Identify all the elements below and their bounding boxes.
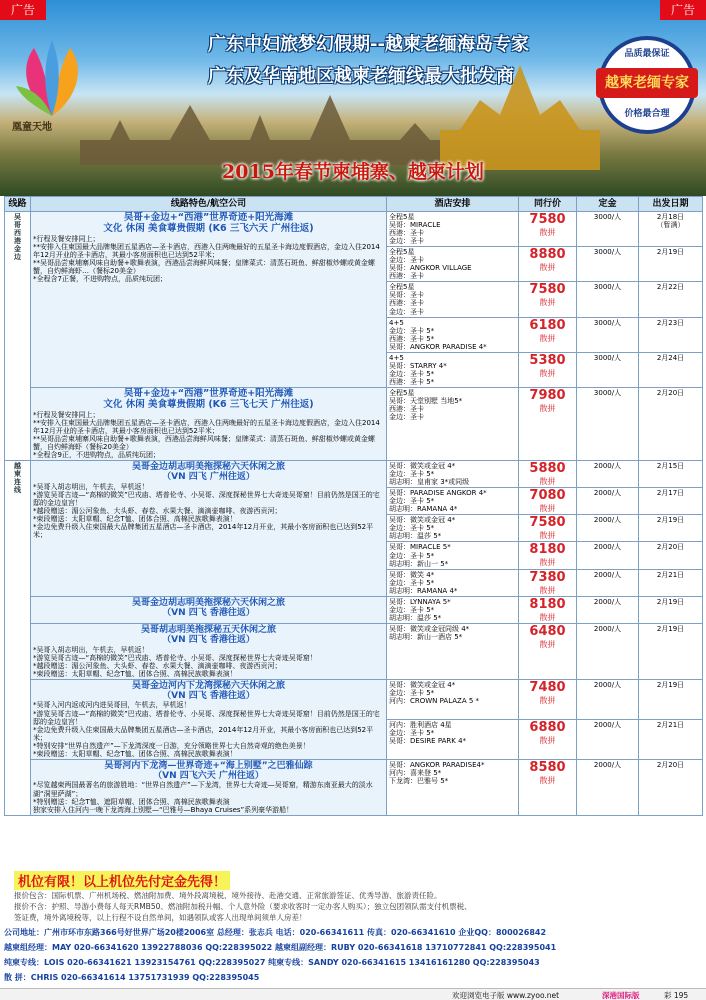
company-logo <box>14 36 90 124</box>
table-row <box>5 679 703 719</box>
company-address: 公司地址：广州市环市东路366号好世界广场20楼2006室 总经理：张志兵 电话：020-66341611 传真：020-66341610 企业QQ：800026842 <box>4 928 547 937</box>
route-description: *行程及餐安排同上； **安排入住柬国最大品牌集团五星酒店—圣卡酒店，西港入住两晚最好的五星圣卡海边度假酒店，金边入住2014年12月开业的圣卡酒店，其最小客房面积也已达到52平米； **吴哥品尝柬埔寨风味自助餐+歌舞表演，西港品尝海鲜风味餐；皇牌菜式：清蒸石斑鱼、鲜甜椒炒螺或黄金螺蟹，自灼鲜海虾…（餐标20美金） *全程含7正餐，不进购物点，品质纯玩团； <box>33 234 380 284</box>
hotel-cell: 吴哥：ANGKOR PARADISE4* 河内：喜来登 5* 下龙湾：巴雅号 5* <box>387 759 519 815</box>
price-cell <box>519 212 577 247</box>
price-cell <box>519 596 577 623</box>
price-value: 6180 <box>529 317 566 333</box>
seal-band-text: 越柬老缅专家 <box>596 68 698 98</box>
price-label: 散拼 <box>539 531 556 541</box>
hotel-cell: 吴哥：MIRACLE 5* 金边：圣卡 5* 胡志明：新山一 5* <box>387 542 519 569</box>
departure-date-cell: 2月21日 <box>639 569 703 596</box>
seal-bottom-text: 价格最合理 <box>624 109 670 119</box>
price-label: 散拼 <box>539 477 556 486</box>
route-feature-cell <box>31 679 387 759</box>
includes-line: 报价包含：国际机票、广州机场税、燃油附加费、境外段离境税、境外接待、赴港交通、正常旅游签证、优秀导游、旅游责任险。 <box>14 891 442 900</box>
col-header-deposit: 定金 <box>577 197 639 212</box>
deposit-cell: 3000/人 <box>577 352 639 387</box>
route-title: 吴哥胡志明美拖探秘五天休闲之旅 （VN 四飞 香港往返） <box>140 624 276 646</box>
route-feature-cell <box>31 212 387 388</box>
price-cell <box>519 247 577 282</box>
price-value: 8580 <box>529 759 566 775</box>
deposit-cell: 2000/人 <box>577 759 639 815</box>
route-title: 吴哥+金边+“西港”世界奇迹+阳光海滩 文化 休闲 美食尊贵假期 (K6 三飞六天 广州往返) <box>103 212 314 234</box>
price-label: 散拼 <box>539 298 556 308</box>
hotel-cell: 4+5 金边：圣卡 5* 西港：圣卡 5* 吴哥：ANGKOR PARADISE 4* <box>387 317 519 352</box>
price-value: 8180 <box>529 596 566 612</box>
hotel-cell: 吴哥：微笑 4* 金边：圣卡 5* 胡志明：RAMANA 4* <box>387 569 519 596</box>
deposit-cell: 3000/人 <box>577 387 639 460</box>
route-description: *尽览越柬两国最著名的旅游胜地：“世界自然遗产”—下龙湾，世界七大奇迹—吴哥窟，精游东南亚最大的淡水湖“洞里萨湖”； *特别赠送：纪念T恤、遮阳草帽、团体合照、高棉民族歌舞表演 独家安排入住河内一晚下龙湾海上别墅—“巴雅号—Bhaya Cruises”系列豪华游船！ <box>33 781 373 814</box>
price-cell <box>519 515 577 542</box>
departure-date-cell: 2月20日 <box>639 542 703 569</box>
col-header-line: 线路 <box>5 197 31 212</box>
departure-date-cell: 2月20日 <box>639 387 703 460</box>
route-group-label: 吴 哥 西 港 金 边 <box>5 212 31 461</box>
price-value: 7080 <box>529 488 566 504</box>
price-value: 6480 <box>529 623 566 639</box>
table-row <box>5 387 703 460</box>
price-label: 散拼 <box>539 333 556 343</box>
price-label: 散拼 <box>539 558 556 568</box>
hotel-cell: 河内：胜利酒店 4星 金边：圣卡 5* 吴哥：DESIRE PARK 4* <box>387 719 519 759</box>
price-label: 散拼 <box>539 775 556 785</box>
route-feature-cell <box>31 759 387 815</box>
footer-brand: 深港国际版 <box>602 991 640 1000</box>
price-cell <box>519 569 577 596</box>
hotel-cell: 吴哥：微笑或金冠 4* 金边：圣卡 5* 胡志明：皇甫家 3*或同级 <box>387 461 519 488</box>
ad-tag-left: 广告 <box>0 0 46 20</box>
hotel-cell: 4+5 吴哥：STARRY 4* 金边：圣卡 5* 西港：圣卡 5* <box>387 352 519 387</box>
route-description: *吴哥入河内返或河内进吴哥回，午机去，早机返！ *游览吴哥古迹—“高棉的微笑”巴戎庙、塔普伦寺、小吴哥、深度探秘世界七大奇迹吴哥窟！目前仍然是国王的宅邸的金边皇宫！ *金边免费升级入住柬国最大品牌集团五星酒店—圣卡酒店，2014年12月开业，其最小客房面积也已达到52平米； *特别安排“世界自然遗产”—下龙湾深度一日游，充分领略世界七大自然奇观的绝色美景！ *柬段赠送：太阳草帽、纪念T恤、团体合照、高棉民族歌舞表演！ <box>33 701 380 758</box>
deposit-cell: 2000/人 <box>577 596 639 623</box>
contact-row: 散 拼：CHRIS 020-66341614 13751731939 QQ:228395045 <box>4 973 260 982</box>
departure-date-cell: 2月21日 <box>639 719 703 759</box>
hotel-cell: 吴哥：LYNNAYA 5* 金边：圣卡 5* 胡志明：温莎 5* <box>387 596 519 623</box>
route-title: 吴哥+金边+“西港”世界奇迹+阳光海滩 文化 休闲 美食尊贵假期 (K6 三飞七天 广州往返) <box>103 387 314 410</box>
price-label: 散拼 <box>539 695 556 705</box>
table-row <box>5 759 703 815</box>
hotel-cell: 全程5星 吴哥：MIRACLE 西港：圣卡 金边：圣卡 <box>387 212 519 247</box>
logo-text: 凰童天地 <box>12 122 52 133</box>
route-feature-cell <box>31 387 387 460</box>
departure-date-cell: 2月24日 <box>639 352 703 387</box>
price-value: 7980 <box>529 387 566 403</box>
price-label: 散拼 <box>539 403 556 413</box>
departure-date-cell: 2月22日 <box>639 282 703 317</box>
contact-row: 纯柬专线：LOIS 020-66341621 13923154761 QQ:228395027 纯柬专线：SANDY 020-66341615 13416161280 QQ:228395043 <box>4 958 540 967</box>
hotel-cell: 吴哥：微笑或金冠同级 4* 胡志明：新山一酒店 5* <box>387 623 519 679</box>
temple-silhouette <box>80 95 440 165</box>
ad-tag-right: 广告 <box>660 0 706 20</box>
col-header-date: 出发日期 <box>639 197 703 212</box>
departure-date-cell: 2月19日 <box>639 515 703 542</box>
table-row <box>5 596 703 623</box>
deposit-cell: 2000/人 <box>577 623 639 679</box>
departure-date-cell: 2月17日 <box>639 488 703 515</box>
price-cell <box>519 352 577 387</box>
hotel-cell: 吴哥：微笑或金冠 4* 金边：圣卡 5* 河内：CROWN PALAZA 5 * <box>387 679 519 719</box>
seal-top-text: 品质最保证 <box>624 49 670 59</box>
page-subtitle: 2015年春节柬埔寨、越柬计划 <box>222 161 484 183</box>
departure-date-cell: 2月20日 <box>639 759 703 815</box>
price-cell <box>519 317 577 352</box>
departure-date-cell: 2月19日 <box>639 247 703 282</box>
deposit-cell: 2000/人 <box>577 515 639 542</box>
headline-1: 广东中妇旅梦幻假期--越柬老缅海岛专家 <box>208 34 529 55</box>
price-label: 散拼 <box>539 263 556 273</box>
price-cell <box>519 719 577 759</box>
price-cell <box>519 387 577 460</box>
table-row <box>5 212 703 247</box>
col-header-price: 同行价 <box>519 197 577 212</box>
price-label: 散拼 <box>539 585 556 595</box>
price-cell <box>519 623 577 679</box>
price-label: 散拼 <box>539 368 556 378</box>
deposit-cell: 2000/人 <box>577 461 639 488</box>
deposit-cell: 2000/人 <box>577 488 639 515</box>
price-cell <box>519 461 577 488</box>
footer-page-number: 彩 195 <box>664 991 689 1000</box>
price-cell <box>519 488 577 515</box>
hotel-cell: 全程5星 金边：圣卡 吴哥：ANGKOR VILLAGE 西港：圣卡 <box>387 247 519 282</box>
price-label: 散拼 <box>539 504 556 514</box>
quality-seal <box>598 36 696 134</box>
table-row <box>5 623 703 679</box>
price-cell <box>519 282 577 317</box>
footer-website: 欢迎浏览电子版 www.zyoo.net <box>452 991 560 1000</box>
departure-date-cell: 2月19日 <box>639 679 703 719</box>
price-value: 8180 <box>529 542 566 558</box>
price-cell <box>519 542 577 569</box>
excludes-line-2: 签证费，境外离境税等，以上行程不设自然单间，如遇领队或客人出现单间须单人房差！ <box>14 912 307 922</box>
price-cell <box>519 679 577 719</box>
route-feature-cell <box>31 623 387 679</box>
excludes-line: 报价不含：护照、导游小费每人每天RMB50、燃油附加税升幅、个人意外险（要求收客时一定办客人购买）；独立包团领队需支付机票税、 <box>14 901 472 911</box>
deposit-cell: 2000/人 <box>577 719 639 759</box>
price-value: 7580 <box>529 282 566 298</box>
deposit-cell: 3000/人 <box>577 212 639 247</box>
departure-date-cell: 2月18日 （暂满） <box>639 212 703 247</box>
footer-bar <box>0 988 706 1000</box>
price-value: 8880 <box>529 247 566 263</box>
hotel-cell: 吴哥：PARADISE ANGKOR 4* 金边：圣卡 5* 胡志明：RAMANA 4* <box>387 488 519 515</box>
route-description: *吴哥入胡志明出，午机去，早机返！ *游览吴哥古迹—“高棉的微笑”巴戎庙、塔普伦寺、小吴哥、深度探秘世界七大奇迹吴哥窟！目前仍然是国王的宅邸的金边皇宫！ *越段赠送：湄公河象鱼、大头虾、春卷、水果大餐、滴滴壶咖啡、夜游西贡河； *柬段赠送：太阳草帽、纪念T恤、团体合照、高棉民族歌舞表演！ *金边免费升级入住柬国最大品牌集团五星酒店—圣卡酒店，2014年12月开业，其最小客房面积也已达到52平米； <box>33 482 380 540</box>
col-header-hotel: 酒店安排 <box>387 197 519 212</box>
price-label: 散拼 <box>539 639 556 649</box>
contact-info <box>0 924 706 988</box>
deposit-cell: 3000/人 <box>577 247 639 282</box>
headline-2: 广东及华南地区越柬老缅线最大批发商 <box>208 66 514 87</box>
route-feature-cell <box>31 461 387 597</box>
deposit-cell: 2000/人 <box>577 569 639 596</box>
route-description: *吴哥入胡志明出，午机去，早机返！ *游览吴哥古迹—“高棉的微笑”巴戎庙、塔普伦寺、小吴哥、深度探秘世界七大奇迹吴哥窟！ *越段赠送：湄公河象鱼、大头虾、春卷、水果大餐、滴滴壶咖啡、夜游西贡河； *柬段赠送：太阳草帽、纪念T恤、团体合照、高棉民族歌舞表演！ <box>33 645 317 678</box>
price-label: 散拼 <box>539 735 556 745</box>
price-value: 5880 <box>529 461 566 477</box>
departure-date-cell: 2月19日 <box>639 596 703 623</box>
route-title: 吴哥金边河内下龙湾探秘六天休闲之旅 （VN 四飞 香港往返） <box>131 680 285 702</box>
hotel-cell: 全程5星 吴哥：天堂别墅 当地5* 西港：圣卡 金边：圣卡 <box>387 387 519 460</box>
departure-date-cell: 2月23日 <box>639 317 703 352</box>
hotel-cell: 吴哥：微笑或金冠 4* 金边：圣卡 5* 胡志明：温莎 5* <box>387 515 519 542</box>
seat-notice: 机位有限！以上机位先付定金先得！ <box>14 871 230 890</box>
table-header <box>5 197 703 212</box>
table-row <box>5 461 703 488</box>
price-label: 散拼 <box>539 227 556 237</box>
price-includes <box>14 891 694 924</box>
route-group-label: 越 柬 连 线 <box>5 461 31 816</box>
departure-date-cell: 2月19日 <box>639 623 703 679</box>
table-body <box>5 212 703 816</box>
route-title: 吴哥金边胡志明美拖探秘六天休闲之旅 （VN 四飞 香港往返） <box>131 597 285 619</box>
deposit-cell: 3000/人 <box>577 317 639 352</box>
departure-date-cell: 2月15日 <box>639 461 703 488</box>
col-header-features: 线路特色/航空公司 <box>31 197 387 212</box>
route-title: 吴哥金边胡志明美拖探秘六天休闲之旅 （VN 四飞 广州往返） <box>131 462 285 483</box>
deposit-cell: 3000/人 <box>577 282 639 317</box>
header-banner <box>0 0 706 196</box>
price-value: 7580 <box>529 212 566 227</box>
price-value: 7580 <box>529 515 566 531</box>
deposit-cell: 2000/人 <box>577 542 639 569</box>
route-feature-cell <box>31 596 387 623</box>
itinerary-table <box>4 196 703 816</box>
route-description: *行程及餐安排同上； **安排入住柬国最大品牌集团五星酒店—圣卡酒店，西港入住两晚最好的五星圣卡海边度假酒店，金边入住2014年12月开业的圣卡酒店，其最小客房面积也已达到52平米； **吴哥品尝柬埔寨风味自助餐+歌舞表演，西港品尝海鲜风味餐；皇牌菜式：清蒸石斑鱼、鲜甜椒炒螺或黄金螺蟹，自灼鲜海虾（餐标20美金） *全程含9正，不进购物点，品质纯玩团； <box>33 410 380 460</box>
price-label: 散拼 <box>539 612 556 622</box>
price-value: 7480 <box>529 679 566 695</box>
price-value: 7380 <box>529 569 566 585</box>
price-value: 6880 <box>529 719 566 735</box>
price-value: 5380 <box>529 352 566 368</box>
route-title: 吴哥河内下龙湾—世界奇迹+“海上别墅”之巴雅仙踪 （VN 四飞六天 广州往返） <box>104 760 313 782</box>
deposit-cell: 2000/人 <box>577 679 639 719</box>
contact-row: 越柬组经理：MAY 020-66341620 13922788036 QQ:228395022 越柬组副经理：RUBY 020-66341618 13710772841 QQ:228395041 <box>4 943 557 952</box>
price-cell <box>519 759 577 815</box>
hotel-cell: 全程5星 吴哥：圣卡 西港：圣卡 金边：圣卡 <box>387 282 519 317</box>
